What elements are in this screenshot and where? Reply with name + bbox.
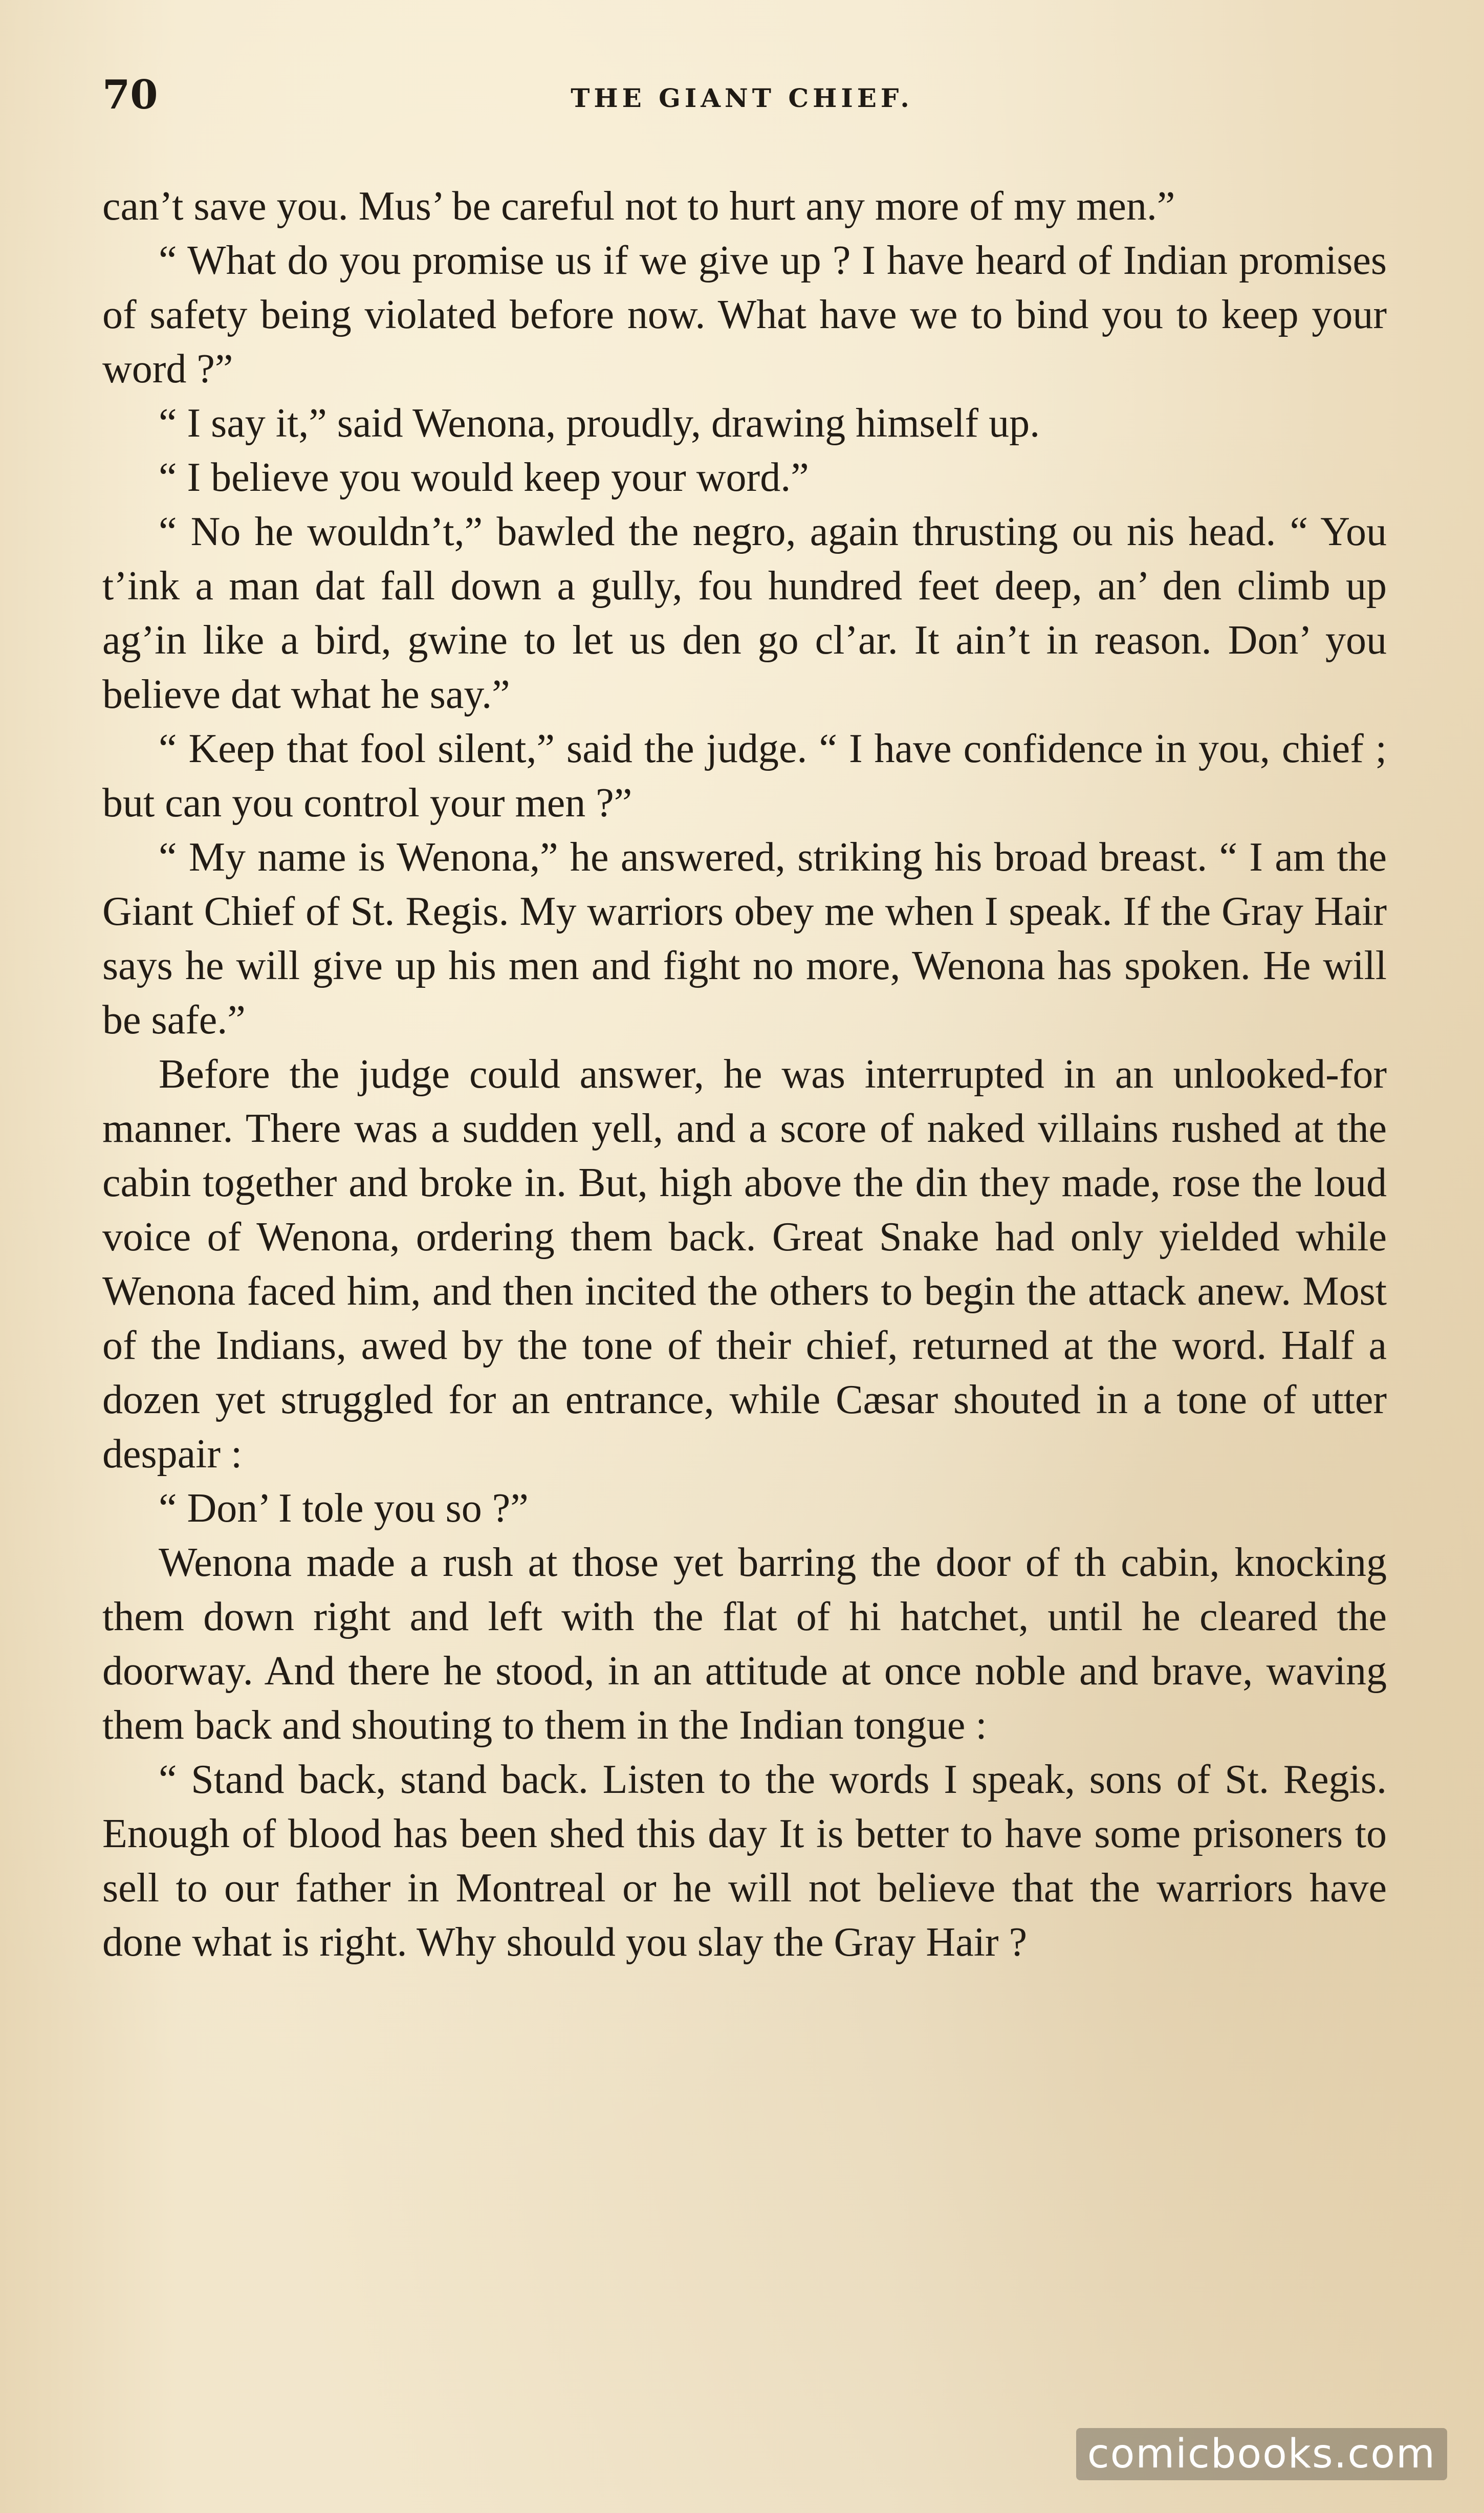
paragraph-10: Wenona made a rush at those yet barring the door of th cabin, knocking them down right and left with the flat of hi hatchet, until he cleared the doorway. And there he stood, in an attitude at once noble and brave, waving them back and shouting to them in the Indian tongue : xyxy=(102,1540,1387,1748)
paragraph-5: “ No he wouldn’t,” bawled the negro, again thrusting ou nis head. “ You t’ink a man dat fall down a gully, fou hundred feet deep, an’ den climb up ag’in like a bird, gwine to let us den go cl’ar. It ain’t in reason. Don’ you believe dat what he say.” xyxy=(102,509,1387,717)
paragraph-9: “ Don’ I tole you so ?” xyxy=(159,1486,529,1531)
paragraph-3: “ I say it,” said Wenona, proudly, drawing himself up. xyxy=(159,401,1040,446)
paragraph-4: “ I believe you would keep your word.” xyxy=(159,455,809,500)
watermark: comicbooks.com xyxy=(1076,2428,1447,2480)
running-title: THE GIANT CHIEF. xyxy=(571,83,913,113)
page-header xyxy=(102,72,1382,133)
body-text xyxy=(102,179,1387,1969)
paragraph-11: “ Stand back, stand back. Listen to the words I speak, sons of St. Regis. Enough of blood has been shed this day It is better to have some prisoners to sell to our father in Montreal or he will not believe that the warriors have done what is right. Why should you slay the Gray Hair ? xyxy=(102,1757,1387,1965)
paragraph-1: can’t save you. Mus’ be careful not to hurt any more of my men.” xyxy=(102,184,1175,229)
paragraph-2: “ What do you promise us if we give up ? I have heard of Indian promises of safety being violated before now. What have we to bind you to keep your word ?” xyxy=(102,238,1387,392)
paragraph-6: “ Keep that fool silent,” said the judge. “ I have confidence in you, chief ; but can you control your men ?” xyxy=(102,726,1387,826)
paragraph-8: Before the judge could answer, he was interrupted in an unlooked-for manner. There was a sudden yell, and a score of naked villains rushed at the cabin together and broke in. But, high above the din they made, rose the loud voice of Wenona, ordering them back. Great Snake had only yielded while Wenona faced him, and then incited the others to begin the attack anew. Most of the Indians, awed by the tone of their chief, returned at the word. Half a dozen yet struggled for an entrance, while Cæsar shouted in a tone of utter despair : xyxy=(102,1052,1387,1477)
page-number: 70 xyxy=(102,72,158,118)
paragraph-7: “ My name is Wenona,” he answered, striking his broad breast. “ I am the Giant Chief of St. Regis. My warriors obey me when I speak. If the Gray Hair says he will give up his men and fight no more, Wenona has spoken. He will be safe.” xyxy=(102,835,1387,1043)
